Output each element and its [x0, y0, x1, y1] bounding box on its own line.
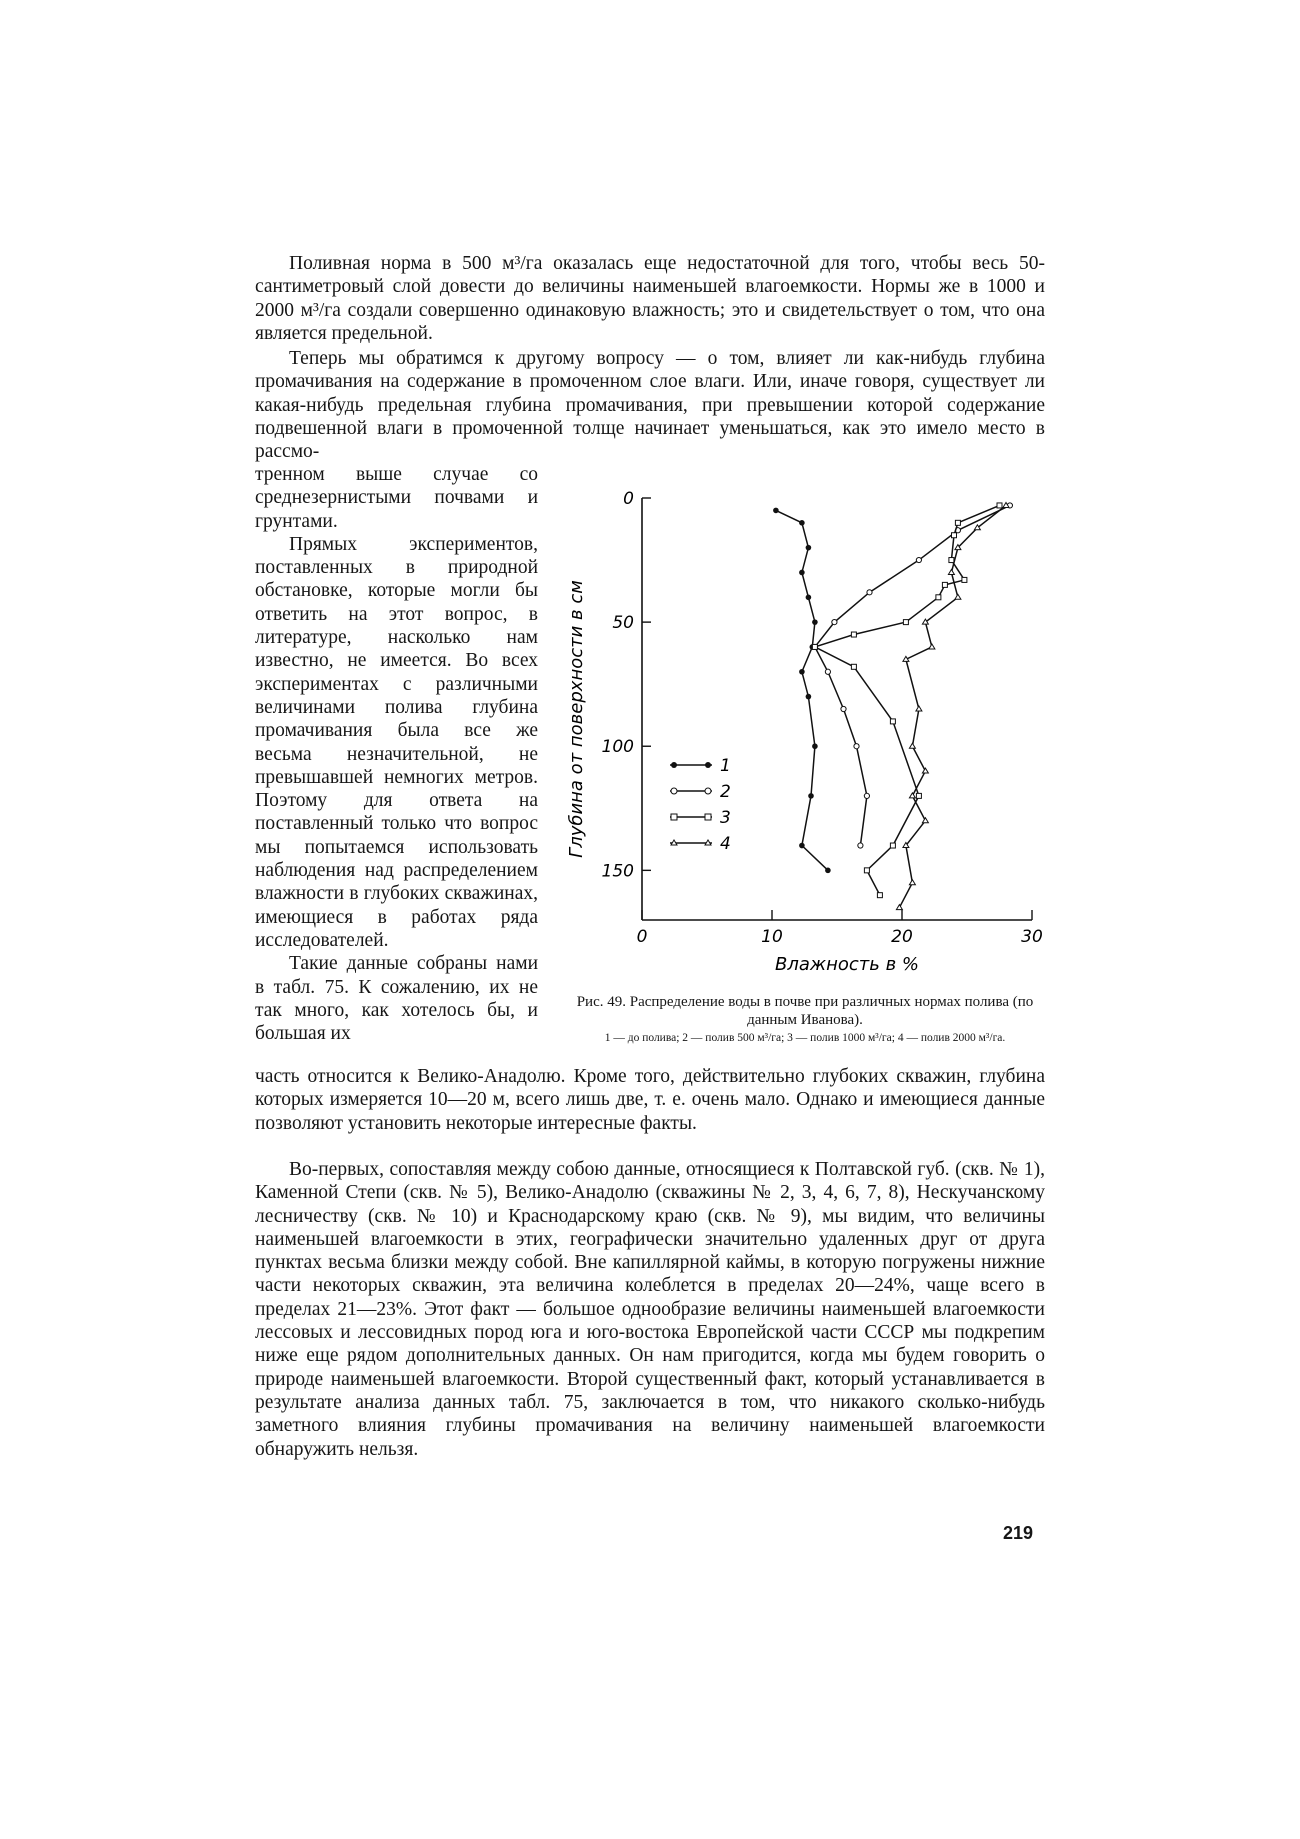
series-1-point	[799, 520, 805, 526]
series-4-point	[922, 768, 928, 773]
series-3-point	[936, 595, 941, 600]
page-number: 219	[1003, 1523, 1034, 1543]
series-4-point	[909, 880, 915, 885]
series-1-point	[773, 508, 779, 514]
series-4-point	[916, 706, 922, 711]
paragraph-2-text: Теперь мы обратимся к другому вопросу — о том, влияет ли как-нибудь глубина промачивания на содержание в промоченном слое влаги. Или, иначе говоря, существует ли какая-нибудь предельная глубина промачивания, при превышении которой содержание подвешенной влаги в промоченной толще начинает уменьшаться, как это имело место в рассмо-	[255, 348, 1045, 463]
legend-marker-3	[705, 814, 711, 820]
paragraph-1	[255, 252, 1045, 345]
series-4-point	[909, 793, 915, 798]
series-4-point	[955, 594, 961, 599]
y-tick-label: 50	[612, 613, 634, 634]
caption-title: Рис. 49. Распределение воды в почве при различных нормах полива (по данным Иванова).	[576, 994, 1034, 1028]
series-3-point	[942, 582, 947, 587]
y-axis-label: Глубина от поверхности в см	[566, 580, 587, 858]
caption-legend: 1 — до полива; 2 — полив 500 м³/га; 3 — полив 1000 м³/га; 4 — полив 2000 м³/га.	[604, 1032, 1006, 1044]
paragraph-5-text: Во-первых, сопоставляя между собою данные, относящиеся к Полтавской губ. (скв. № 1), Каменной Степи (скв. № 5), Велико-Анадолю (скважины № 2, 3, 4, 6, 7, 8), Нескучанскому лесничеству (скв. № 10) и Краснодарскому краю (скв. № 9), мы видим, что величины наименьшей влагоемкости в этих, географически значительно удаленных друг от друга пунктах весьма близки между собой. Вне капиллярной каймы, в которую погружены нижние части некоторых скважин, эта величина колеблется в пределах 20—24%, чаще всего в пределах 21—23%. Этот факт — большое однообразие величины наименьшей влагоемкости лессовых и лессовидных пород юга и юго-востока Европейской части СССР мы подкрепим ниже еще рядом дополнительных данных. Он нам пригодится, когда мы будем говорить о природе наименьшей влагоемкости. Второй существенный факт, который устанавливается в результате анализа данных табл. 75, заключается в том, что никакого сколько-нибудь заметного влияния глубины промачивания на величину наименьшей влагоемкости обнаружить нельзя.	[255, 1159, 1045, 1460]
moisture-depth-chart	[560, 475, 1043, 975]
legend-marker-2	[671, 788, 677, 794]
series-1-point	[808, 793, 814, 799]
y-tick-label: 0	[623, 489, 634, 509]
x-tick-label: 20	[891, 927, 913, 947]
legend-marker-1	[705, 762, 711, 768]
series-2-point	[841, 706, 846, 711]
x-axis-label: Влажность в %	[774, 954, 920, 975]
legend-marker-3	[671, 814, 677, 820]
series-4-line	[899, 505, 1006, 907]
series-3-point	[955, 520, 960, 525]
series-1-point	[799, 570, 805, 576]
series-2-point	[867, 590, 872, 595]
series-2-point	[825, 669, 830, 674]
series-3-point	[890, 843, 895, 848]
series-3-point	[851, 632, 856, 637]
paragraph-4-start: Такие данные собраны нами в табл. 75. К сожалению, их не так много, как хотелось бы, и большая их	[255, 953, 538, 1045]
series-3-point	[864, 868, 869, 873]
legend-label-4: 4	[720, 834, 731, 854]
series-3-point	[916, 793, 921, 798]
series-3-point	[952, 533, 957, 538]
series-1-point	[806, 694, 812, 700]
series-3-line	[815, 505, 1000, 895]
paragraph-4-end-text: часть относится к Велико-Анадолю. Кроме того, действительно глубоких скважин, глубина которых измеряется 10—20 м, всего лишь две, т. е. очень мало. Однако и имеющиеся данные позволяют установить некоторые интересные факты.	[255, 1066, 1045, 1134]
figure-caption	[560, 993, 1050, 1046]
series-4-point	[922, 818, 928, 823]
paragraph-4-end	[255, 1065, 1045, 1135]
legend-label-1: 1	[720, 756, 731, 776]
series-2-point	[854, 744, 859, 749]
series-3-point	[812, 644, 817, 649]
paragraph-2	[255, 347, 1045, 463]
y-tick-label: 100	[601, 737, 634, 758]
series-3-point	[949, 558, 954, 563]
series-1-point	[812, 619, 818, 625]
series-3-point	[962, 577, 967, 582]
series-4-point	[929, 644, 935, 649]
x-tick-label: 30	[1021, 927, 1043, 947]
series-1-point	[812, 743, 818, 749]
paragraph-2-continuation: тренном выше случае со среднезернистыми почвами и грунтами.	[255, 464, 538, 532]
series-3-point	[851, 664, 856, 669]
series-1-point	[806, 594, 812, 600]
series-1-point	[825, 868, 831, 874]
series-4-point	[909, 743, 915, 748]
series-2-point	[858, 843, 863, 848]
series-2-point	[864, 793, 869, 798]
wrapped-text-column	[255, 463, 538, 1045]
legend-marker-2	[705, 788, 711, 794]
x-tick-label: 10	[761, 927, 783, 947]
series-1-point	[799, 669, 805, 675]
series-4-point	[948, 569, 954, 574]
x-tick-label: 0	[636, 927, 648, 947]
y-tick-label: 150	[601, 861, 634, 882]
series-3-point	[997, 503, 1002, 508]
series-3-point	[890, 719, 895, 724]
series-1-point	[806, 545, 812, 551]
paragraph-3-text: Прямых экспериментов, поставленных в природной обстановке, которые могли бы ответить на этот вопрос, в литературе, насколько нам известно, не имеется. Во всех экспериментах с различными величинами полива глубина промачивания была все же весьма незначительной, не превышавшей немногих метров. Поэтому для ответа на поставленный только что вопрос мы попытаемся использовать наблюдения над распределением влажности в глубоких скважинах, имеющиеся в работах ряда исследователей.	[255, 533, 538, 951]
series-2-point	[916, 557, 921, 562]
legend-marker-1	[671, 762, 677, 768]
series-2-point	[832, 620, 837, 625]
paragraph-1-text: Поливная норма в 500 м³/га оказалась еще недостаточной для того, чтобы весь 50-сантиметровый слой довести до величины наименьшей влагоемкости. Нормы же в 1000 и 2000 м³/га создали совершенно одинаковую влажность; это и свидетельствует о том, что она является предельной.	[255, 253, 1045, 344]
series-4-point	[896, 905, 902, 910]
paragraph-5	[255, 1158, 1045, 1461]
series-1-line	[776, 510, 828, 870]
series-1-point	[799, 843, 805, 849]
series-3-point	[877, 893, 882, 898]
legend-label-3: 3	[720, 808, 731, 828]
legend-label-2: 2	[720, 782, 731, 802]
series-3-point	[903, 620, 908, 625]
